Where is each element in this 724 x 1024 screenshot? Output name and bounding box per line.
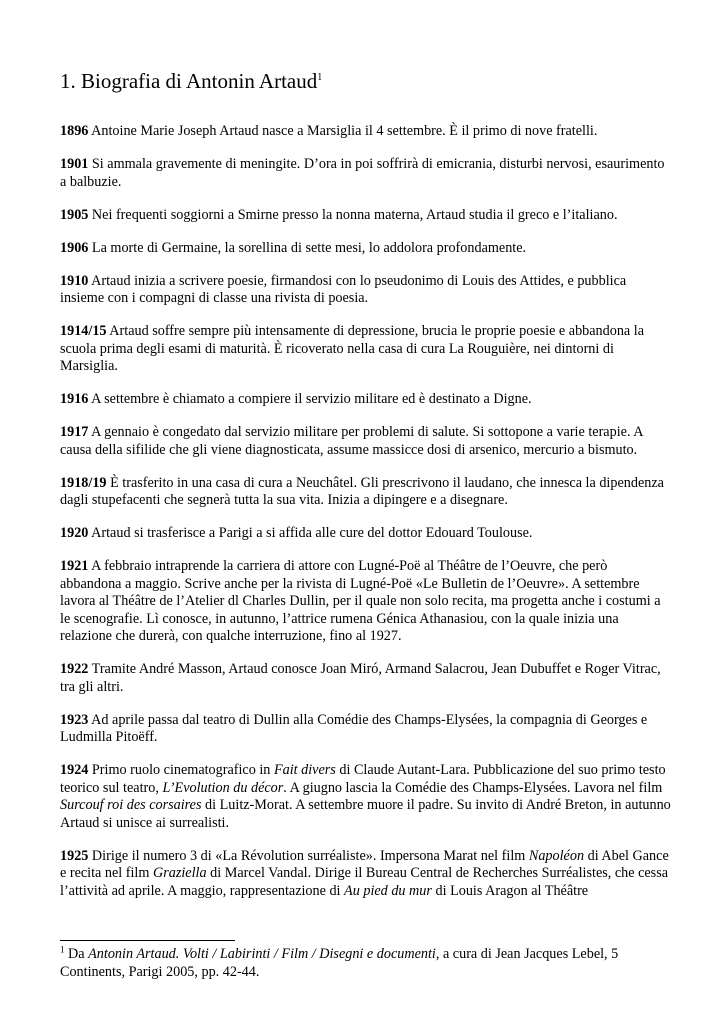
entry-year: 1905	[60, 206, 89, 223]
entry-italic-title: Surcouf roi des corsaires	[60, 797, 202, 813]
entry-text: di Abel Gance e recita nel film	[60, 847, 669, 881]
entry-text: Antoine Marie Joseph Artaud nasce a Marsiglia il 4 settembre. È il primo di nove fratelli.	[88, 123, 598, 139]
entry-year: 1922	[60, 661, 89, 677]
entry-text: Artaud soffre sempre più intensamente di depressione, brucia le proprie poesie e abbandona la scuola prima degli esami di maturità. È ricoverato nella casa di cura La Rouguière, nei dintorni di Marsiglia.	[60, 323, 645, 374]
footnote-reference: 1	[317, 72, 323, 83]
entry-text: A febbraio intraprende la carriera di attore con Lugné-Poë al Théâtre de l’Oeuvre, che però abbandona a maggio. Scrive anche per la rivista di Lugné-Poë «Le Bulletin de l’Oeuvre». A settembre lavora al Théâtre de l’Atelier dl Charles Dullin, per il quale non solo recita, ma progetta anche i costumi a le scenografie. Lì conosce, in autunno, l’attrice rumena Génica Athanasiou, con la quale inizia una relazione che durerà, con qualche interruzione, fino al 1927.	[60, 558, 661, 644]
entry-text: A settembre è chiamato a compiere il servizio militare ed è destinato a Digne.	[88, 391, 532, 407]
entry-year: 1920	[60, 525, 89, 541]
entry-year: 1925	[60, 847, 89, 864]
entry-year: 1910	[60, 272, 89, 289]
entry-year: 1914/15	[60, 323, 107, 339]
entry-text: . A giugno lascia la Comédie des Champs-Elysées. Lavora nel film	[283, 779, 663, 796]
page-title-text: 1. Biografia di Antonin Artaud	[60, 69, 318, 93]
entry-text: Ad aprile passa dal teatro di Dullin alla Comédie des Champs-Elysées, la compagnia di Georges e Ludmilla Pitoëff.	[60, 711, 648, 745]
entry-text: Primo ruolo cinematografico in	[88, 762, 274, 778]
entry-italic-title: Graziella	[152, 865, 207, 881]
biography-entry	[60, 424, 672, 459]
biography-entries	[60, 123, 672, 916]
biography-entry	[60, 661, 672, 696]
entry-year: 1896	[60, 123, 89, 139]
entry-text: di Marcel Vandal. Dirige il Bureau Central de Recherches Surréalistes, che cessa l’attività ad aprile. A maggio, rappresentazione di	[60, 865, 669, 899]
entry-text: A gennaio è congedato dal servizio militare per problemi di salute. Si sottopone a varie terapie. A causa della sifilide che gli viene diagnosticata, assume massicce dosi di arsenico, mercurio a bismuto.	[60, 424, 643, 458]
footnote	[60, 946, 672, 981]
biography-entry	[60, 273, 672, 308]
biography-entry	[60, 525, 672, 543]
entry-text: di Claude Autant-Lara. Pubblicazione del suo primo testo teorico sul teatro,	[60, 762, 666, 796]
biography-entry	[60, 475, 672, 510]
biography-entry	[60, 848, 672, 901]
footnote-mark: 1	[60, 944, 65, 955]
entry-text: Dirige il numero 3 di «La Révolution surréaliste». Impersona Marat nel film	[88, 847, 529, 864]
biography-entry	[60, 391, 672, 409]
footnote-separator	[60, 940, 235, 941]
entry-text: Artaud inizia a scrivere poesie, firmandosi con lo pseudonimo di Louis des Attides, e pubblica insieme con i compagni di classe una rivista di poesia.	[60, 272, 627, 306]
biography-entry	[60, 207, 672, 225]
biography-entry	[60, 762, 672, 832]
entry-italic-title: Au pied du mur	[344, 882, 432, 899]
biography-entry	[60, 558, 672, 646]
footnote-italic-title: Antonin Artaud. Volti / Labirinti / Film / Disegni e documenti	[88, 946, 436, 962]
entry-year: 1924	[60, 762, 89, 778]
biography-entry	[60, 240, 672, 258]
entry-year: 1906	[60, 239, 89, 256]
entry-text: Si ammala gravemente di meningite. D’ora in poi soffrirà di emicrania, disturbi nervosi, esaurimento a balbuzie.	[60, 156, 665, 190]
entry-year: 1918/19	[60, 474, 107, 491]
entry-text: Artaud si trasferisce a Parigi a si affida alle cure del dottor Edouard Toulouse.	[88, 525, 533, 541]
entry-year: 1923	[60, 711, 89, 728]
entry-text: Tramite André Masson, Artaud conosce Joan Miró, Armand Salacrou, Jean Dubuffet e Roger Vitrac, tra gli altri.	[60, 661, 661, 695]
entry-text: di Louis Aragon al Théâtre	[431, 882, 589, 899]
entry-text: Nei frequenti soggiorni a Smirne presso la nonna materna, Artaud studia il greco e l’italiano.	[88, 206, 618, 223]
entry-text: di Luitz-Morat. A settembre muore il padre. Su invito di André Breton, in autunno Artaud si unisce ai surrealisti.	[60, 797, 671, 831]
biography-entry	[60, 123, 672, 141]
entry-italic-title: Napoléon	[528, 847, 585, 864]
entry-italic-title: Fait divers	[273, 762, 336, 778]
entry-year: 1921	[60, 558, 89, 574]
entry-text: La morte di Germaine, la sorellina di sette mesi, lo addolora profondamente.	[88, 239, 527, 256]
page-title	[60, 68, 322, 94]
entry-italic-title: L’Evolution du décor	[162, 779, 284, 796]
footnote-text: Da	[64, 946, 89, 962]
biography-entry	[60, 323, 672, 376]
biography-entry	[60, 712, 672, 747]
entry-text: È trasferito in una casa di cura a Neuchâtel. Gli prescrivono il laudano, che innesca la dipendenza dagli stupefacenti che segnerà tutta la sua vita. Inizia a dipingere e a disegnare.	[60, 474, 664, 508]
entry-year: 1916	[60, 391, 89, 407]
entry-year: 1917	[60, 424, 89, 440]
biography-entry	[60, 156, 672, 191]
footnote-text: , a cura di Jean Jacques Lebel, 5 Continents, Parigi 2005, pp. 42-44.	[60, 946, 619, 980]
entry-year: 1901	[60, 156, 89, 172]
